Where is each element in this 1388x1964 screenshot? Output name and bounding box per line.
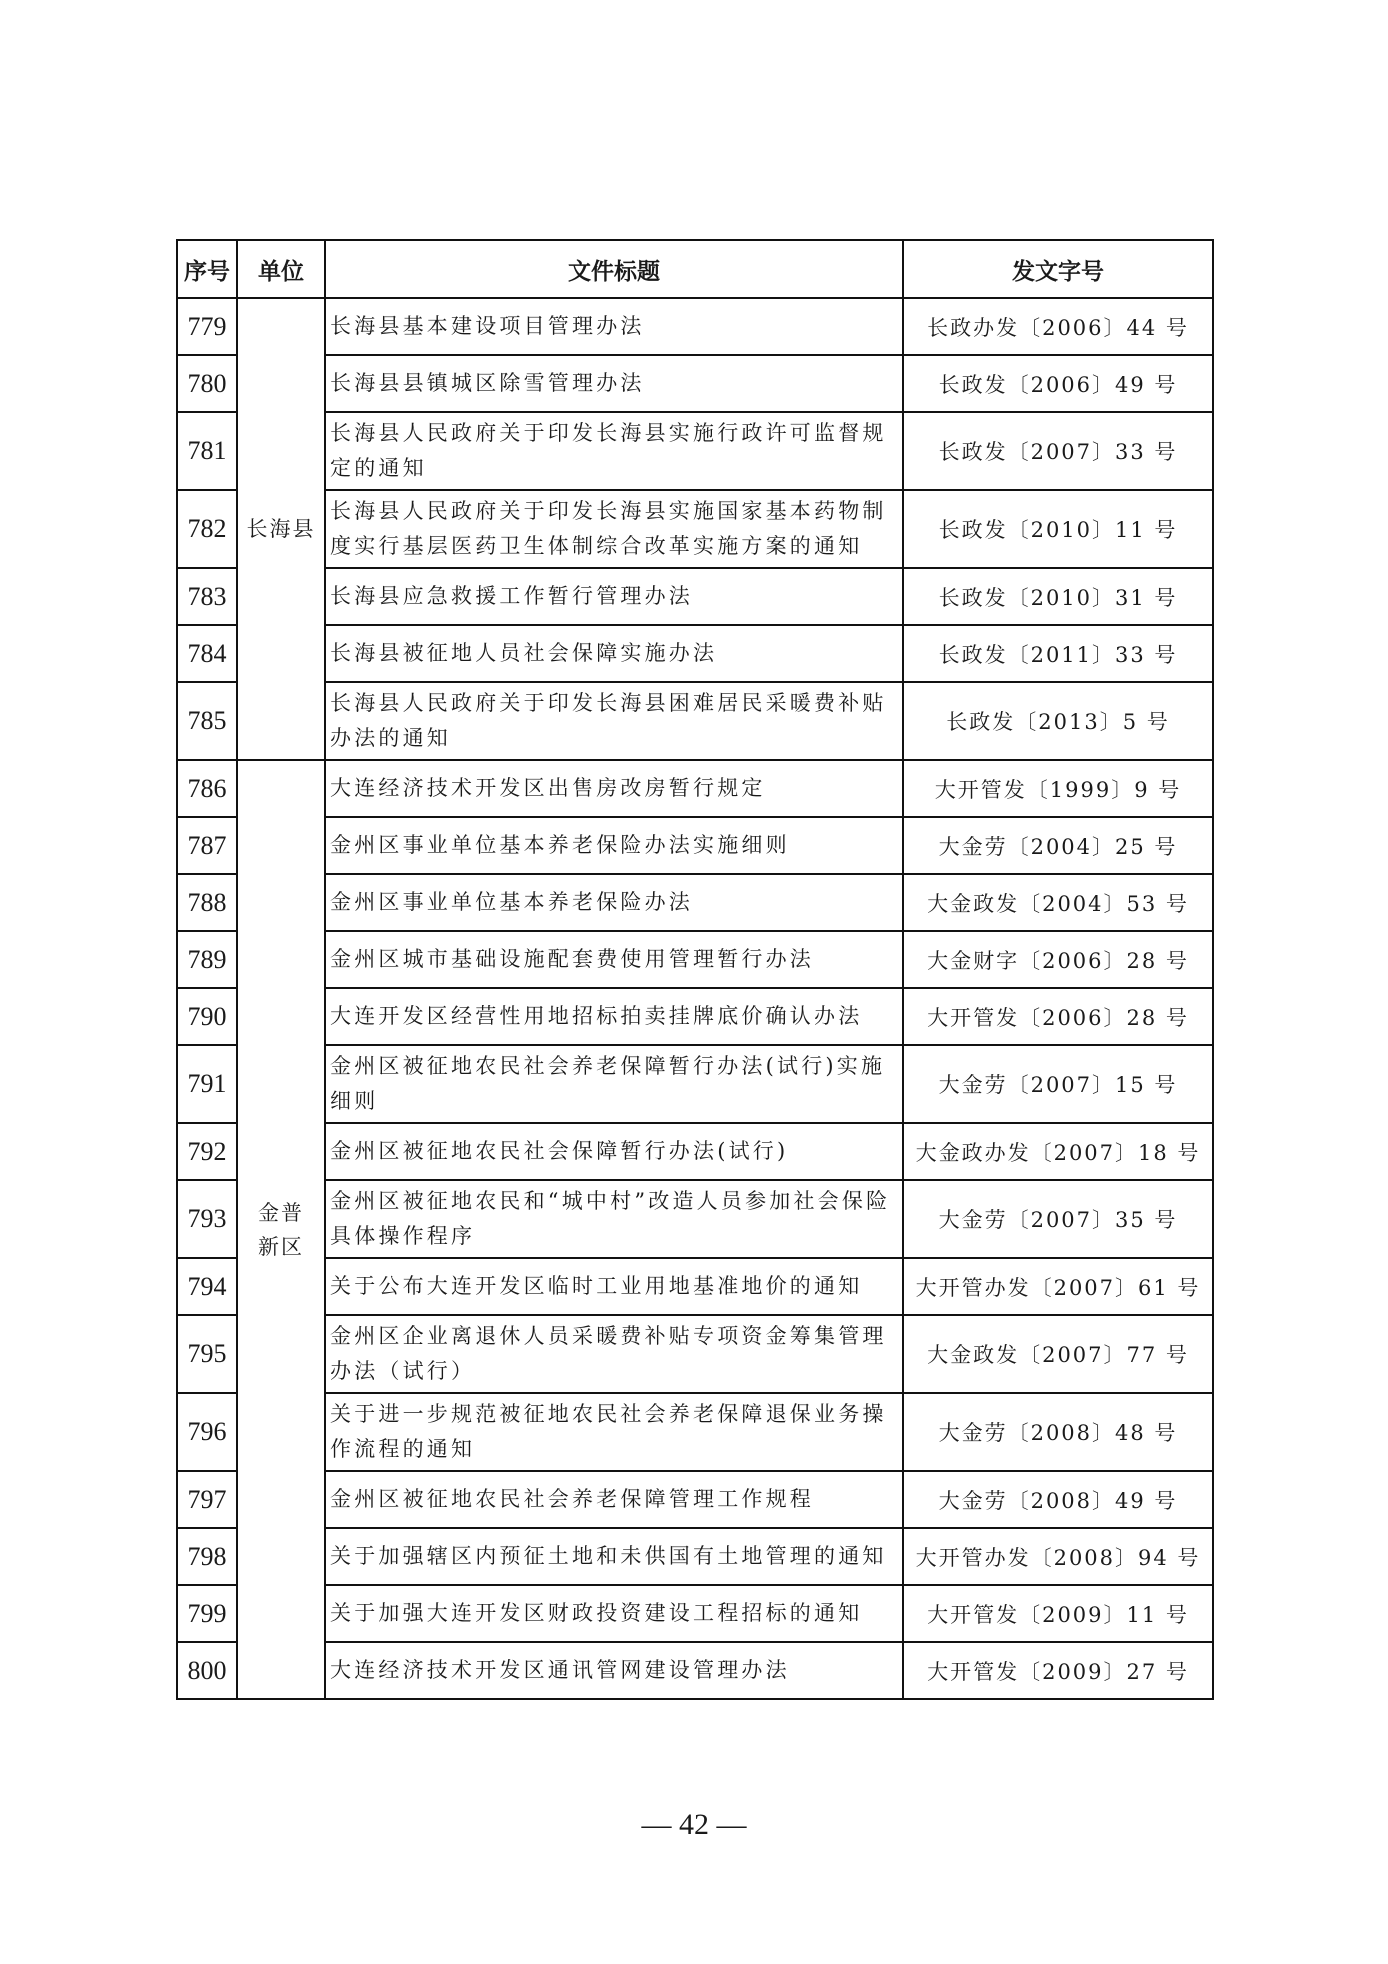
row-document-number: 大金劳〔2008〕49 号: [903, 1471, 1213, 1528]
header-title: 文件标题: [325, 240, 903, 298]
table-row: [177, 682, 1213, 760]
row-unit: 金普新区: [237, 760, 325, 1699]
table-row: [177, 298, 1213, 355]
row-document-title: 长海县基本建设项目管理办法: [325, 298, 903, 355]
row-document-number: 大金劳〔2004〕25 号: [903, 817, 1213, 874]
row-seq-number: 783: [177, 568, 237, 625]
row-document-number: 大金劳〔2007〕35 号: [903, 1180, 1213, 1258]
row-document-number: 大金劳〔2008〕48 号: [903, 1393, 1213, 1471]
row-seq-number: 788: [177, 874, 237, 931]
row-seq-number: 781: [177, 412, 237, 490]
row-document-number: 大金财字〔2006〕28 号: [903, 931, 1213, 988]
header-doc-no: 发文字号: [903, 240, 1213, 298]
row-document-title: 关于公布大连开发区临时工业用地基准地价的通知: [325, 1258, 903, 1315]
table-row: [177, 412, 1213, 490]
table-row: [177, 355, 1213, 412]
row-document-title: 关于进一步规范被征地农民社会养老保障退保业务操作流程的通知: [325, 1393, 903, 1471]
table-row: [177, 988, 1213, 1045]
table-row: [177, 1642, 1213, 1699]
table-header-row: [177, 240, 1213, 298]
row-seq-number: 797: [177, 1471, 237, 1528]
row-seq-number: 792: [177, 1123, 237, 1180]
header-seq: 序号: [177, 240, 237, 298]
row-document-title: 金州区企业离退休人员采暖费补贴专项资金筹集管理办法（试行）: [325, 1315, 903, 1393]
row-seq-number: 799: [177, 1585, 237, 1642]
table-row: [177, 1258, 1213, 1315]
row-document-title: 金州区事业单位基本养老保险办法实施细则: [325, 817, 903, 874]
row-seq-number: 791: [177, 1045, 237, 1123]
table-row: [177, 760, 1213, 817]
header-unit: 单位: [237, 240, 325, 298]
row-document-title: 长海县县镇城区除雪管理办法: [325, 355, 903, 412]
row-document-title: 大连经济技术开发区通讯管网建设管理办法: [325, 1642, 903, 1699]
table-row: [177, 568, 1213, 625]
document-list-table: [176, 239, 1214, 1700]
table-row: [177, 1045, 1213, 1123]
row-unit: 长海县: [237, 298, 325, 760]
row-document-title: 金州区被征地农民社会养老保障暂行办法(试行)实施细则: [325, 1045, 903, 1123]
row-seq-number: 794: [177, 1258, 237, 1315]
row-document-title: 长海县人民政府关于印发长海县实施行政许可监督规定的通知: [325, 412, 903, 490]
row-seq-number: 795: [177, 1315, 237, 1393]
row-seq-number: 787: [177, 817, 237, 874]
row-document-title: 金州区被征地农民社会保障暂行办法(试行): [325, 1123, 903, 1180]
row-document-number: 大开管发〔2009〕27 号: [903, 1642, 1213, 1699]
row-document-number: 大开管办发〔2007〕61 号: [903, 1258, 1213, 1315]
row-seq-number: 796: [177, 1393, 237, 1471]
table-row: [177, 1393, 1213, 1471]
table-row: [177, 1528, 1213, 1585]
table-row: [177, 817, 1213, 874]
row-seq-number: 786: [177, 760, 237, 817]
row-document-title: 长海县被征地人员社会保障实施办法: [325, 625, 903, 682]
row-document-title: 长海县人民政府关于印发长海县困难居民采暖费补贴办法的通知: [325, 682, 903, 760]
row-seq-number: 793: [177, 1180, 237, 1258]
row-document-title: 金州区被征地农民社会养老保障管理工作规程: [325, 1471, 903, 1528]
row-seq-number: 789: [177, 931, 237, 988]
row-document-number: 长政发〔2006〕49 号: [903, 355, 1213, 412]
table-body: [177, 298, 1213, 1699]
row-seq-number: 784: [177, 625, 237, 682]
row-document-number: 大开管发〔1999〕9 号: [903, 760, 1213, 817]
row-document-number: 大金劳〔2007〕15 号: [903, 1045, 1213, 1123]
row-document-title: 长海县人民政府关于印发长海县实施国家基本药物制度实行基层医药卫生体制综合改革实施方案的通知: [325, 490, 903, 568]
row-document-number: 长政发〔2010〕31 号: [903, 568, 1213, 625]
row-seq-number: 782: [177, 490, 237, 568]
row-seq-number: 800: [177, 1642, 237, 1699]
row-document-number: 大金政发〔2004〕53 号: [903, 874, 1213, 931]
row-document-title: 关于加强辖区内预征土地和未供国有土地管理的通知: [325, 1528, 903, 1585]
row-document-number: 长政发〔2010〕11 号: [903, 490, 1213, 568]
row-document-number: 长政发〔2013〕5 号: [903, 682, 1213, 760]
table-row: [177, 931, 1213, 988]
row-document-number: 大金政发〔2007〕77 号: [903, 1315, 1213, 1393]
table-row: [177, 1123, 1213, 1180]
row-document-number: 大开管发〔2009〕11 号: [903, 1585, 1213, 1642]
row-document-number: 大开管办发〔2008〕94 号: [903, 1528, 1213, 1585]
row-seq-number: 798: [177, 1528, 237, 1585]
table-row: [177, 1585, 1213, 1642]
row-document-title: 金州区被征地农民和“城中村”改造人员参加社会保险具体操作程序: [325, 1180, 903, 1258]
row-seq-number: 780: [177, 355, 237, 412]
row-seq-number: 779: [177, 298, 237, 355]
row-document-title: 长海县应急救援工作暂行管理办法: [325, 568, 903, 625]
row-document-number: 大金政办发〔2007〕18 号: [903, 1123, 1213, 1180]
row-document-title: 大连经济技术开发区出售房改房暂行规定: [325, 760, 903, 817]
table-row: [177, 1180, 1213, 1258]
row-document-number: 长政办发〔2006〕44 号: [903, 298, 1213, 355]
table-row: [177, 625, 1213, 682]
row-document-title: 金州区城市基础设施配套费使用管理暂行办法: [325, 931, 903, 988]
table-row: [177, 1315, 1213, 1393]
table-row: [177, 490, 1213, 568]
table-row: [177, 1471, 1213, 1528]
row-document-title: 大连开发区经营性用地招标拍卖挂牌底价确认办法: [325, 988, 903, 1045]
table-row: [177, 874, 1213, 931]
row-seq-number: 790: [177, 988, 237, 1045]
row-document-title: 关于加强大连开发区财政投资建设工程招标的通知: [325, 1585, 903, 1642]
row-document-number: 大开管发〔2006〕28 号: [903, 988, 1213, 1045]
row-seq-number: 785: [177, 682, 237, 760]
row-document-number: 长政发〔2011〕33 号: [903, 625, 1213, 682]
row-document-title: 金州区事业单位基本养老保险办法: [325, 874, 903, 931]
page-number: — 42 —: [641, 1808, 747, 1841]
row-document-number: 长政发〔2007〕33 号: [903, 412, 1213, 490]
